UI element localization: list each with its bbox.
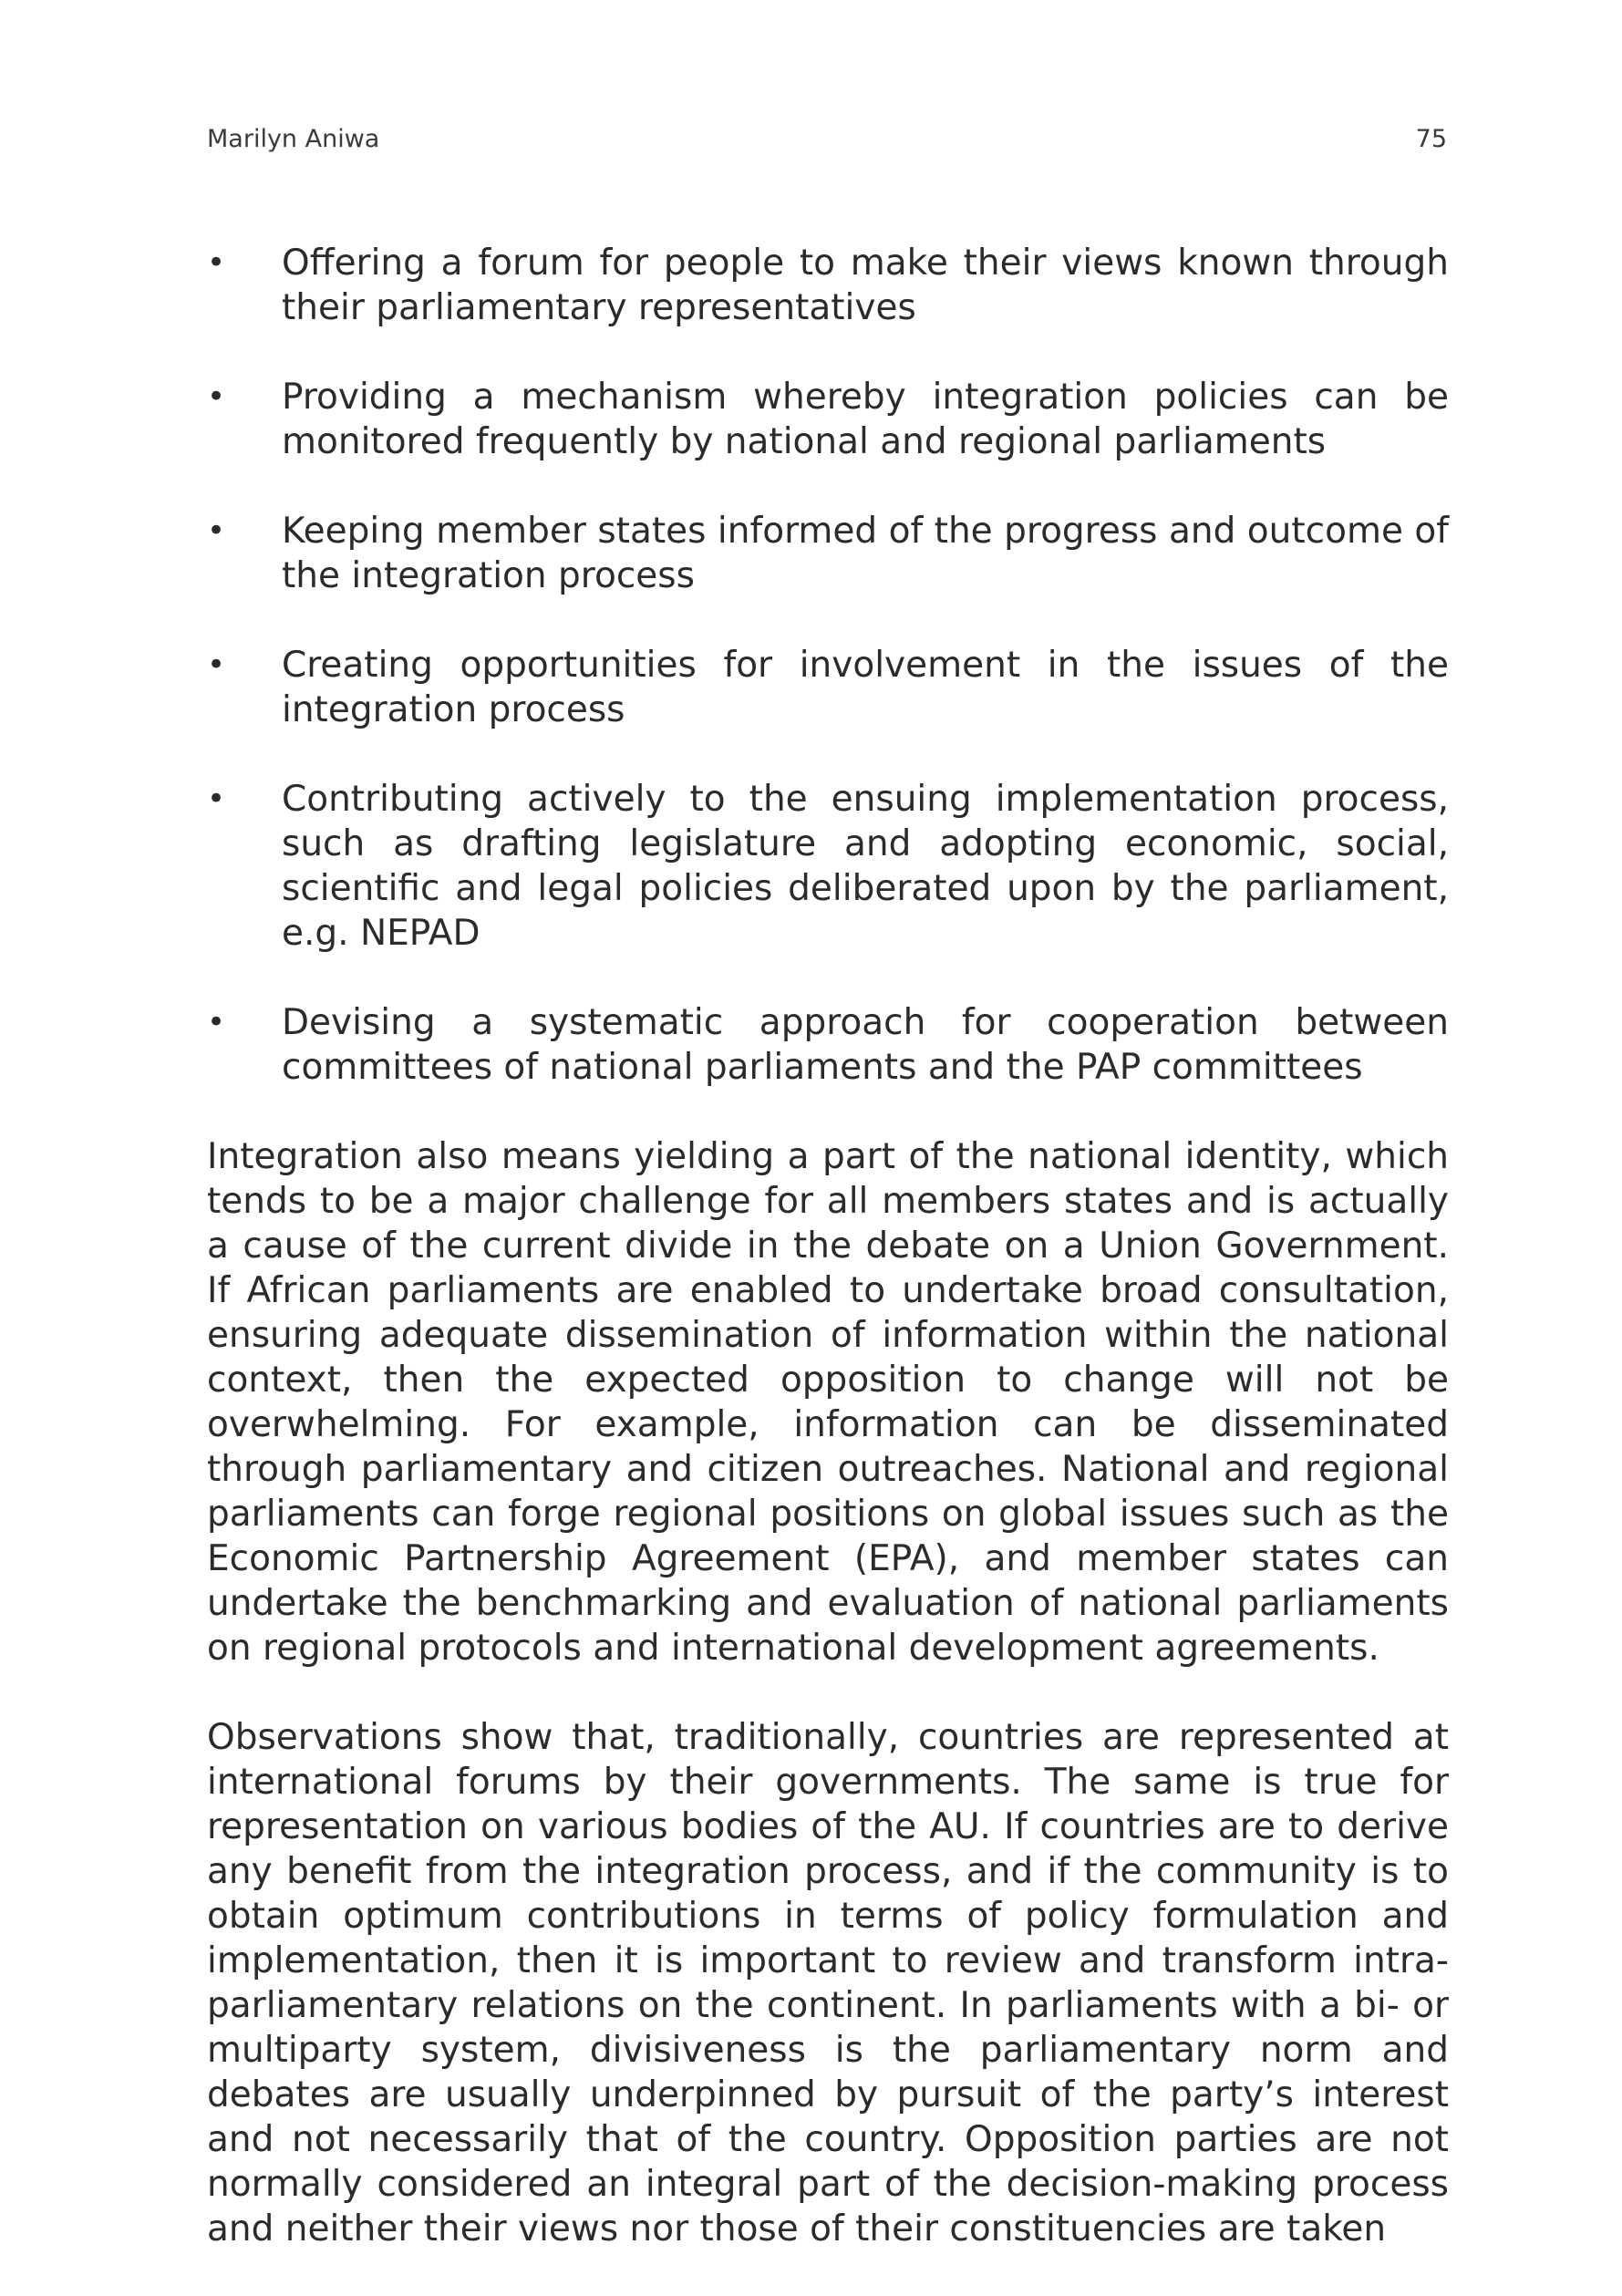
list-item-text: Keeping member states informed of the progress and outcome of the integration process	[282, 511, 1449, 596]
bullet-marker: •	[207, 1004, 226, 1040]
list-item	[207, 375, 1449, 464]
list-item	[207, 777, 1449, 956]
list-item	[207, 509, 1449, 598]
list-item-text: Offering a forum for people to make their views known through their parliamentary representatives	[282, 243, 1449, 328]
list-item-text: Contributing actively to the ensuing implementation process, such as drafting legislature and adopting economic, social, scientific and legal policies deliberated upon by the parliament, e.g. NEPAD	[282, 779, 1449, 954]
list-item-text: Devising a systematic approach for cooperation between committees of national parliaments and the PAP committees	[282, 1002, 1449, 1088]
body-paragraph: Observations show that, traditionally, countries are represented at international forums by their governments. The same is true for representation on various bodies of the AU. If countries are to derive any benefit from the integration process, and if the community is to obtain optimum contributions in terms of policy formulation and implementation, then it is important to review and transform intra-parliamentary relations on the continent. In parliaments with a bi- or multiparty system, divisiveness is the parliamentary norm and debates are usually underpinned by pursuit of the party’s interest and not necessarily that of the country. Opposition parties are not normally considered an integral part of the decision-making process and neither their views nor those of their constituencies are taken	[207, 1717, 1449, 2249]
list-item	[207, 643, 1449, 732]
body-paragraph: Integration also means yielding a part of the national identity, which tends to be a major challenge for all members states and is actually a cause of the current divide in the debate on a Union Government. If African parliaments are enabled to undertake broad consultation, ensuring adequate dissemination of information within the national context, then the expected opposition to change will not be overwhelming. For example, information can be disseminated through parliamentary and citizen outreaches. National and regional parliaments can forge regional positions on global issues such as the Economic Partnership Agreement (EPA), and member states can undertake the benchmarking and evaluation of national parliaments on regional protocols and international development agreements.	[207, 1136, 1449, 1669]
bullet-marker: •	[207, 781, 226, 817]
bullet-marker: •	[207, 512, 226, 549]
bullet-marker: •	[207, 244, 226, 281]
list-item	[207, 1000, 1449, 1090]
bullet-marker: •	[207, 378, 226, 415]
bullet-marker: •	[207, 646, 226, 683]
running-head-author: Marilyn Aniwa	[207, 125, 380, 153]
list-item-text: Creating opportunities for involvement in the issues of the integration process	[282, 645, 1449, 730]
body-content	[207, 241, 1449, 2296]
page-number: 75	[1415, 125, 1447, 153]
bullet-list	[207, 241, 1449, 1090]
running-head	[207, 125, 1447, 161]
list-item-text: Providing a mechanism whereby integration policies can be monitored frequently by national and regional parliaments	[282, 377, 1449, 462]
list-item	[207, 241, 1449, 330]
